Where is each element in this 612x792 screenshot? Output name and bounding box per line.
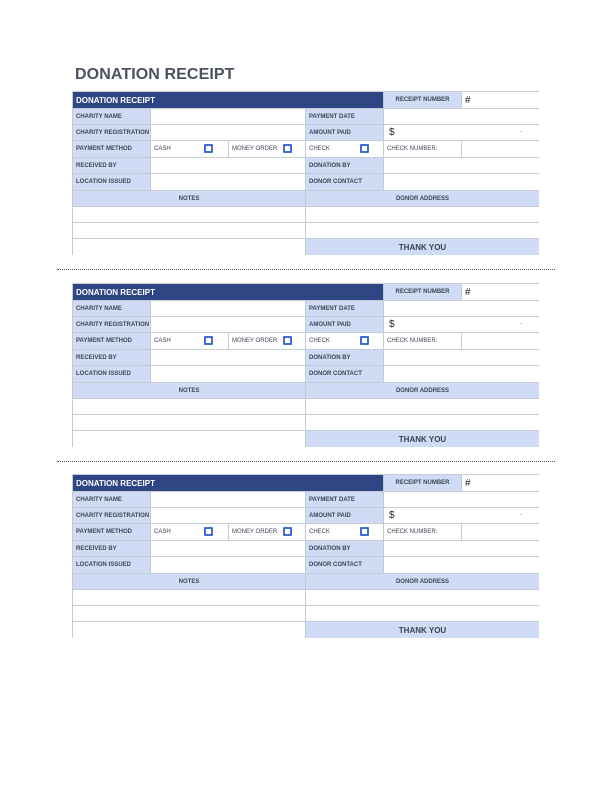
donor-contact-field[interactable] [384, 174, 539, 191]
donor-contact-field[interactable] [384, 366, 539, 383]
checkbox-money-order-icon[interactable] [283, 144, 292, 153]
payment-method-label: PAYMENT METHOD [73, 524, 151, 541]
amount-placeholder: - [520, 129, 522, 135]
notes-line[interactable] [73, 207, 306, 223]
location-issued-label: LOCATION ISSUED [73, 366, 151, 383]
receipt-number-prefix: # [465, 286, 471, 298]
donation-by-label: DONATION BY [306, 350, 384, 366]
cash-option-label: CASH [154, 529, 171, 535]
donation-by-field[interactable] [384, 158, 539, 174]
charity-name-label: CHARITY NAME [73, 492, 151, 508]
check-number-field[interactable] [462, 333, 539, 350]
payment-date-label: PAYMENT DATE [306, 301, 384, 317]
cash-option[interactable] [151, 141, 229, 158]
donation-receipt [72, 474, 539, 638]
checkbox-check-icon[interactable] [360, 527, 369, 536]
amount-paid-label: AMOUNT PAID [306, 317, 384, 333]
money-order-option[interactable] [229, 141, 306, 158]
notes-label: NOTES [73, 191, 306, 207]
receipt-header: DONATION RECEIPT [73, 475, 384, 492]
check-number-field[interactable] [462, 141, 539, 158]
charity-registration-field[interactable] [151, 317, 306, 333]
notes-label: NOTES [73, 383, 306, 399]
amount-paid-field[interactable] [384, 508, 539, 524]
check-number-label: CHECK NUMBER: [384, 333, 462, 350]
donor-address-label: DONOR ADDRESS [306, 574, 539, 590]
receipt-number-prefix: # [465, 94, 471, 106]
payment-date-label: PAYMENT DATE [306, 492, 384, 508]
charity-registration-field[interactable] [151, 508, 306, 524]
payment-date-label: PAYMENT DATE [306, 109, 384, 125]
receipt-header: DONATION RECEIPT [73, 92, 384, 109]
amount-placeholder: - [520, 512, 522, 518]
received-by-label: RECEIVED BY [73, 350, 151, 366]
receipt-number-label: RECEIPT NUMBER [384, 475, 462, 492]
received-by-field[interactable] [151, 158, 306, 174]
checkbox-cash-icon[interactable] [204, 144, 213, 153]
receipt-number-field[interactable] [462, 475, 539, 492]
check-number-field[interactable] [462, 524, 539, 541]
donor-address-line[interactable] [306, 223, 539, 239]
checkbox-money-order-icon[interactable] [283, 336, 292, 345]
location-issued-field[interactable] [151, 366, 306, 383]
payment-method-label: PAYMENT METHOD [73, 333, 151, 350]
currency-symbol: $ [389, 510, 395, 521]
check-option-label: CHECK [309, 529, 331, 535]
thank-you-text: THANK YOU [306, 239, 539, 255]
checkbox-cash-icon[interactable] [204, 336, 213, 345]
notes-line[interactable] [73, 606, 306, 622]
money-order-option-label: MONEY ORDER [232, 529, 278, 535]
donor-address-line[interactable] [306, 207, 539, 223]
payment-date-field[interactable] [384, 301, 539, 317]
check-option[interactable] [306, 524, 384, 541]
cash-option[interactable] [151, 333, 229, 350]
charity-registration-label: CHARITY REGISTRATION [73, 125, 151, 141]
notes-line[interactable] [73, 399, 306, 415]
received-by-label: RECEIVED BY [73, 541, 151, 557]
notes-line[interactable] [73, 239, 306, 255]
check-number-label: CHECK NUMBER: [384, 524, 462, 541]
receipt-number-label: RECEIPT NUMBER [384, 284, 462, 301]
cash-option-label: CASH [154, 338, 171, 344]
donor-address-line[interactable] [306, 606, 539, 622]
money-order-option-label: MONEY ORDER [232, 146, 278, 152]
donor-address-label: DONOR ADDRESS [306, 191, 539, 207]
amount-paid-field[interactable] [384, 125, 539, 141]
checkbox-check-icon[interactable] [360, 144, 369, 153]
donor-address-line[interactable] [306, 590, 539, 606]
checkbox-check-icon[interactable] [360, 336, 369, 345]
cut-line-separator [57, 269, 555, 270]
location-issued-field[interactable] [151, 557, 306, 574]
money-order-option-label: MONEY ORDER [232, 338, 278, 344]
cash-option-label: CASH [154, 146, 171, 152]
money-order-option[interactable] [229, 333, 306, 350]
donation-receipt [72, 91, 539, 255]
notes-line[interactable] [73, 622, 306, 638]
charity-registration-label: CHARITY REGISTRATION [73, 508, 151, 524]
checkbox-cash-icon[interactable] [204, 527, 213, 536]
received-by-field[interactable] [151, 541, 306, 557]
notes-line[interactable] [73, 223, 306, 239]
check-option-label: CHECK [309, 338, 331, 344]
donor-contact-label: DONOR CONTACT [306, 557, 384, 574]
receipt-number-label: RECEIPT NUMBER [384, 92, 462, 109]
donor-address-line[interactable] [306, 399, 539, 415]
receipt-number-field[interactable] [462, 284, 539, 301]
charity-registration-field[interactable] [151, 125, 306, 141]
receipt-number-field[interactable] [462, 92, 539, 109]
payment-date-field[interactable] [384, 492, 539, 508]
donation-by-label: DONATION BY [306, 158, 384, 174]
check-option-label: CHECK [309, 146, 331, 152]
notes-line[interactable] [73, 431, 306, 447]
received-by-label: RECEIVED BY [73, 158, 151, 174]
cash-option[interactable] [151, 524, 229, 541]
thank-you-text: THANK YOU [306, 622, 539, 638]
currency-symbol: $ [389, 127, 395, 138]
donation-receipt [72, 283, 539, 447]
donation-by-label: DONATION BY [306, 541, 384, 557]
charity-name-label: CHARITY NAME [73, 301, 151, 317]
location-issued-field[interactable] [151, 174, 306, 191]
notes-line[interactable] [73, 590, 306, 606]
donation-by-field[interactable] [384, 541, 539, 557]
checkbox-money-order-icon[interactable] [283, 527, 292, 536]
cut-line-separator [57, 461, 555, 462]
check-option[interactable] [306, 141, 384, 158]
amount-paid-label: AMOUNT PAID [306, 508, 384, 524]
notes-line[interactable] [73, 415, 306, 431]
donor-contact-field[interactable] [384, 557, 539, 574]
payment-date-field[interactable] [384, 109, 539, 125]
payment-method-label: PAYMENT METHOD [73, 141, 151, 158]
donor-contact-label: DONOR CONTACT [306, 174, 384, 191]
donor-address-line[interactable] [306, 415, 539, 431]
amount-paid-label: AMOUNT PAID [306, 125, 384, 141]
received-by-field[interactable] [151, 350, 306, 366]
charity-registration-label: CHARITY REGISTRATION [73, 317, 151, 333]
donation-by-field[interactable] [384, 350, 539, 366]
location-issued-label: LOCATION ISSUED [73, 174, 151, 191]
amount-placeholder: - [520, 321, 522, 327]
page-title: DONATION RECEIPT [75, 66, 235, 83]
receipt-header: DONATION RECEIPT [73, 284, 384, 301]
charity-name-field[interactable] [151, 109, 306, 125]
location-issued-label: LOCATION ISSUED [73, 557, 151, 574]
donor-address-label: DONOR ADDRESS [306, 383, 539, 399]
charity-name-field[interactable] [151, 301, 306, 317]
receipt-number-prefix: # [465, 477, 471, 489]
thank-you-text: THANK YOU [306, 431, 539, 447]
amount-paid-field[interactable] [384, 317, 539, 333]
check-number-label: CHECK NUMBER: [384, 141, 462, 158]
currency-symbol: $ [389, 319, 395, 330]
donor-contact-label: DONOR CONTACT [306, 366, 384, 383]
charity-name-field[interactable] [151, 492, 306, 508]
notes-label: NOTES [73, 574, 306, 590]
money-order-option[interactable] [229, 524, 306, 541]
charity-name-label: CHARITY NAME [73, 109, 151, 125]
check-option[interactable] [306, 333, 384, 350]
